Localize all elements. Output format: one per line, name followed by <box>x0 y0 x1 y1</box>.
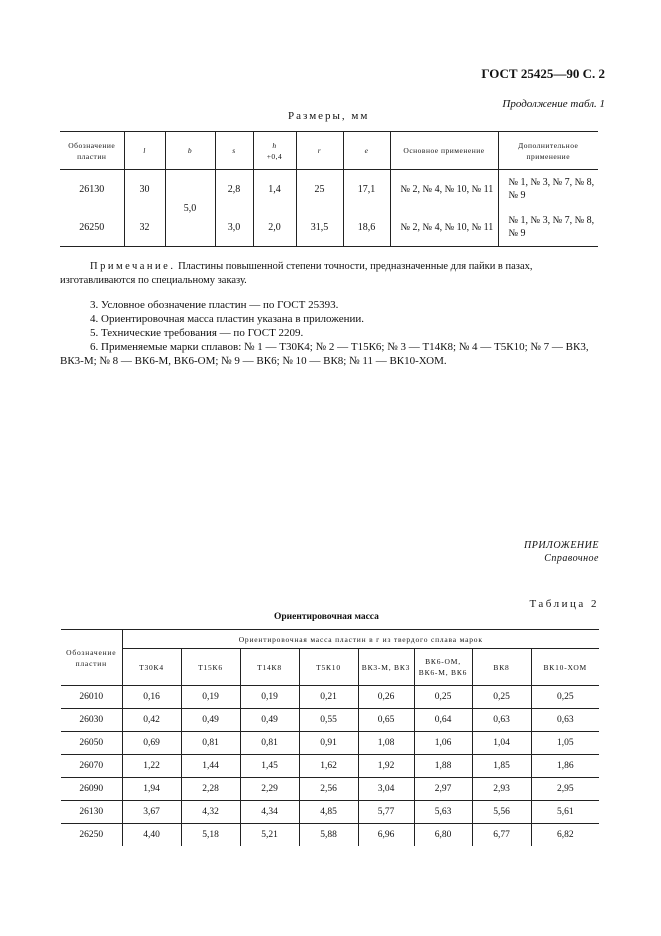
cell-h: 1,4 <box>253 170 296 209</box>
note-label: Примечание. <box>90 261 176 272</box>
header-l: l <box>124 132 165 170</box>
cell-mass: 0,69 <box>122 732 181 755</box>
list-item: 5. Технические требования — по ГОСТ 2209. <box>90 327 304 339</box>
cell-mass: 1,45 <box>240 755 299 778</box>
cell-mass: 0,55 <box>299 709 358 732</box>
cell-s: 2,8 <box>215 170 253 209</box>
table-row <box>60 170 598 209</box>
table2-body <box>61 686 599 847</box>
table-row <box>61 686 599 709</box>
table2-header-row <box>61 630 599 649</box>
cell-mass: 1,92 <box>358 755 414 778</box>
table2-number: Таблица 2 <box>529 598 599 610</box>
header-mass-span: Ориентировочная масса пластин в г из твердого сплава марок <box>122 630 599 649</box>
cell-mass: 1,85 <box>472 755 531 778</box>
cell-r: 31,5 <box>296 208 343 247</box>
appendix-heading <box>524 539 599 565</box>
table-row <box>61 824 599 847</box>
cell-extra-use: № 1, № 3, № 7, № 8, № 9 <box>498 208 598 247</box>
header-alloy: Т30К4 <box>122 649 181 686</box>
cell-mass: 1,22 <box>122 755 181 778</box>
cell-mass: 0,49 <box>240 709 299 732</box>
cell-mass: 4,32 <box>181 801 240 824</box>
header-alloy: Т15К6 <box>181 649 240 686</box>
cell-mass: 5,21 <box>240 824 299 847</box>
cell-mass: 0,81 <box>181 732 240 755</box>
table1-header-row <box>60 132 598 170</box>
cell-designation: 26250 <box>61 824 122 847</box>
cell-h: 2,0 <box>253 208 296 247</box>
cell-mass: 2,29 <box>240 778 299 801</box>
numbered-items <box>60 298 598 368</box>
cell-mass: 1,08 <box>358 732 414 755</box>
table2-title: Ориентировочная масса <box>274 612 379 622</box>
appendix-title: ПРИЛОЖЕНИЕ <box>524 540 599 551</box>
table-note <box>60 260 598 288</box>
table1-caption: Размеры, мм <box>288 110 370 122</box>
cell-e: 17,1 <box>343 170 390 209</box>
header-alloy: Т14К8 <box>240 649 299 686</box>
cell-mass: 2,95 <box>531 778 599 801</box>
cell-designation: 26010 <box>61 686 122 709</box>
header-alloy: ВК6-ОМ, ВК6-М, ВК6 <box>414 649 472 686</box>
note-text: Пластины повышенной степени точности, предназначенные для пайки в пазах, изготавливаются по специальному заказу. <box>60 261 533 286</box>
list-item: 6. Применяемые марки сплавов: № 1 — Т30К4; № 2 — Т15К6; № 3 — Т14К8; № 4 — Т5К10; № 7 — ВК3, ВК3-М; № 8 — ВК6-М, ВК6-ОМ; № 9 — ВК6; № 10 — ВК8; № 11 — ВК10-ХОМ. <box>60 341 589 367</box>
cell-mass: 5,56 <box>472 801 531 824</box>
header-h-tolerance: +0,4 <box>266 151 283 161</box>
cell-designation: 26130 <box>61 801 122 824</box>
list-item: 4. Ориентировочная масса пластин указана в приложении. <box>90 313 364 325</box>
header-extra-use: Дополнительное применение <box>498 132 598 170</box>
table-row <box>61 778 599 801</box>
cell-mass: 0,49 <box>181 709 240 732</box>
cell-mass: 1,06 <box>414 732 472 755</box>
cell-mass: 0,25 <box>472 686 531 709</box>
cell-extra-use: № 1, № 3, № 7, № 8, № 9 <box>498 170 598 209</box>
cell-mass: 0,16 <box>122 686 181 709</box>
cell-designation: 26030 <box>61 709 122 732</box>
document-title: ГОСТ 25425—90 С. 2 <box>481 66 605 81</box>
cell-mass: 6,96 <box>358 824 414 847</box>
table-continuation-label: Продолжение табл. 1 <box>502 98 605 110</box>
cell-designation: 26090 <box>61 778 122 801</box>
cell-mass: 0,63 <box>472 709 531 732</box>
cell-mass: 6,82 <box>531 824 599 847</box>
cell-mass: 0,26 <box>358 686 414 709</box>
cell-mass: 0,91 <box>299 732 358 755</box>
cell-mass: 0,25 <box>531 686 599 709</box>
cell-mass: 0,21 <box>299 686 358 709</box>
cell-mass: 4,40 <box>122 824 181 847</box>
cell-l: 32 <box>124 208 165 247</box>
cell-mass: 3,04 <box>358 778 414 801</box>
cell-mass: 2,97 <box>414 778 472 801</box>
cell-r: 25 <box>296 170 343 209</box>
cell-mass: 6,77 <box>472 824 531 847</box>
cell-mass: 0,81 <box>240 732 299 755</box>
cell-mass: 1,04 <box>472 732 531 755</box>
cell-l: 30 <box>124 170 165 209</box>
header-alloy: ВК10-ХОМ <box>531 649 599 686</box>
cell-mass: 0,19 <box>181 686 240 709</box>
cell-mass: 0,64 <box>414 709 472 732</box>
cell-mass: 0,42 <box>122 709 181 732</box>
cell-mass: 1,88 <box>414 755 472 778</box>
header-designation: Обозначение пластин <box>60 132 124 170</box>
cell-mass: 2,56 <box>299 778 358 801</box>
table2 <box>61 629 599 846</box>
header-s: s <box>215 132 253 170</box>
cell-designation: 26250 <box>60 208 124 247</box>
table2-subheader-row <box>61 649 599 686</box>
cell-mass: 5,88 <box>299 824 358 847</box>
cell-mass: 5,18 <box>181 824 240 847</box>
cell-mass: 1,86 <box>531 755 599 778</box>
table-row <box>61 709 599 732</box>
cell-mass: 5,77 <box>358 801 414 824</box>
cell-s: 3,0 <box>215 208 253 247</box>
cell-mass: 0,65 <box>358 709 414 732</box>
header-designation: Обозначение пластин <box>61 630 122 686</box>
cell-mass: 1,05 <box>531 732 599 755</box>
cell-mass: 1,62 <box>299 755 358 778</box>
header-e: e <box>343 132 390 170</box>
cell-mass: 2,93 <box>472 778 531 801</box>
cell-mass: 2,28 <box>181 778 240 801</box>
cell-main-use: № 2, № 4, № 10, № 11 <box>390 208 498 247</box>
cell-mass: 5,61 <box>531 801 599 824</box>
cell-designation: 26130 <box>79 183 105 195</box>
cell-designation: 26070 <box>61 755 122 778</box>
table-row <box>61 755 599 778</box>
table-row <box>61 732 599 755</box>
header-alloy: ВК3-М, ВК3 <box>358 649 414 686</box>
cell-mass: 0,19 <box>240 686 299 709</box>
cell-mass: 5,63 <box>414 801 472 824</box>
appendix-subtitle: Справочное <box>544 553 599 564</box>
cell-mass: 4,34 <box>240 801 299 824</box>
header-alloy: Т5К10 <box>299 649 358 686</box>
cell-main-use: № 2, № 4, № 10, № 11 <box>390 170 498 209</box>
cell-mass: 1,44 <box>181 755 240 778</box>
header-alloy: ВК8 <box>472 649 531 686</box>
cell-e: 18,6 <box>343 208 390 247</box>
header-h-symbol: h <box>272 140 277 150</box>
cell-mass: 0,63 <box>531 709 599 732</box>
cell-mass: 3,67 <box>122 801 181 824</box>
table1 <box>60 131 598 247</box>
cell-mass: 0,25 <box>414 686 472 709</box>
cell-designation: 26050 <box>61 732 122 755</box>
header-r: r <box>296 132 343 170</box>
list-item: 3. Условное обозначение пластин — по ГОСТ 25393. <box>90 299 339 311</box>
cell-b-common: 5,0 <box>165 170 215 247</box>
header-h <box>253 132 296 170</box>
cell-mass: 6,80 <box>414 824 472 847</box>
cell-mass: 4,85 <box>299 801 358 824</box>
table-row <box>60 208 598 247</box>
table-row <box>61 801 599 824</box>
header-main-use: Основное применение <box>390 132 498 170</box>
header-b: b <box>165 132 215 170</box>
cell-mass: 1,94 <box>122 778 181 801</box>
